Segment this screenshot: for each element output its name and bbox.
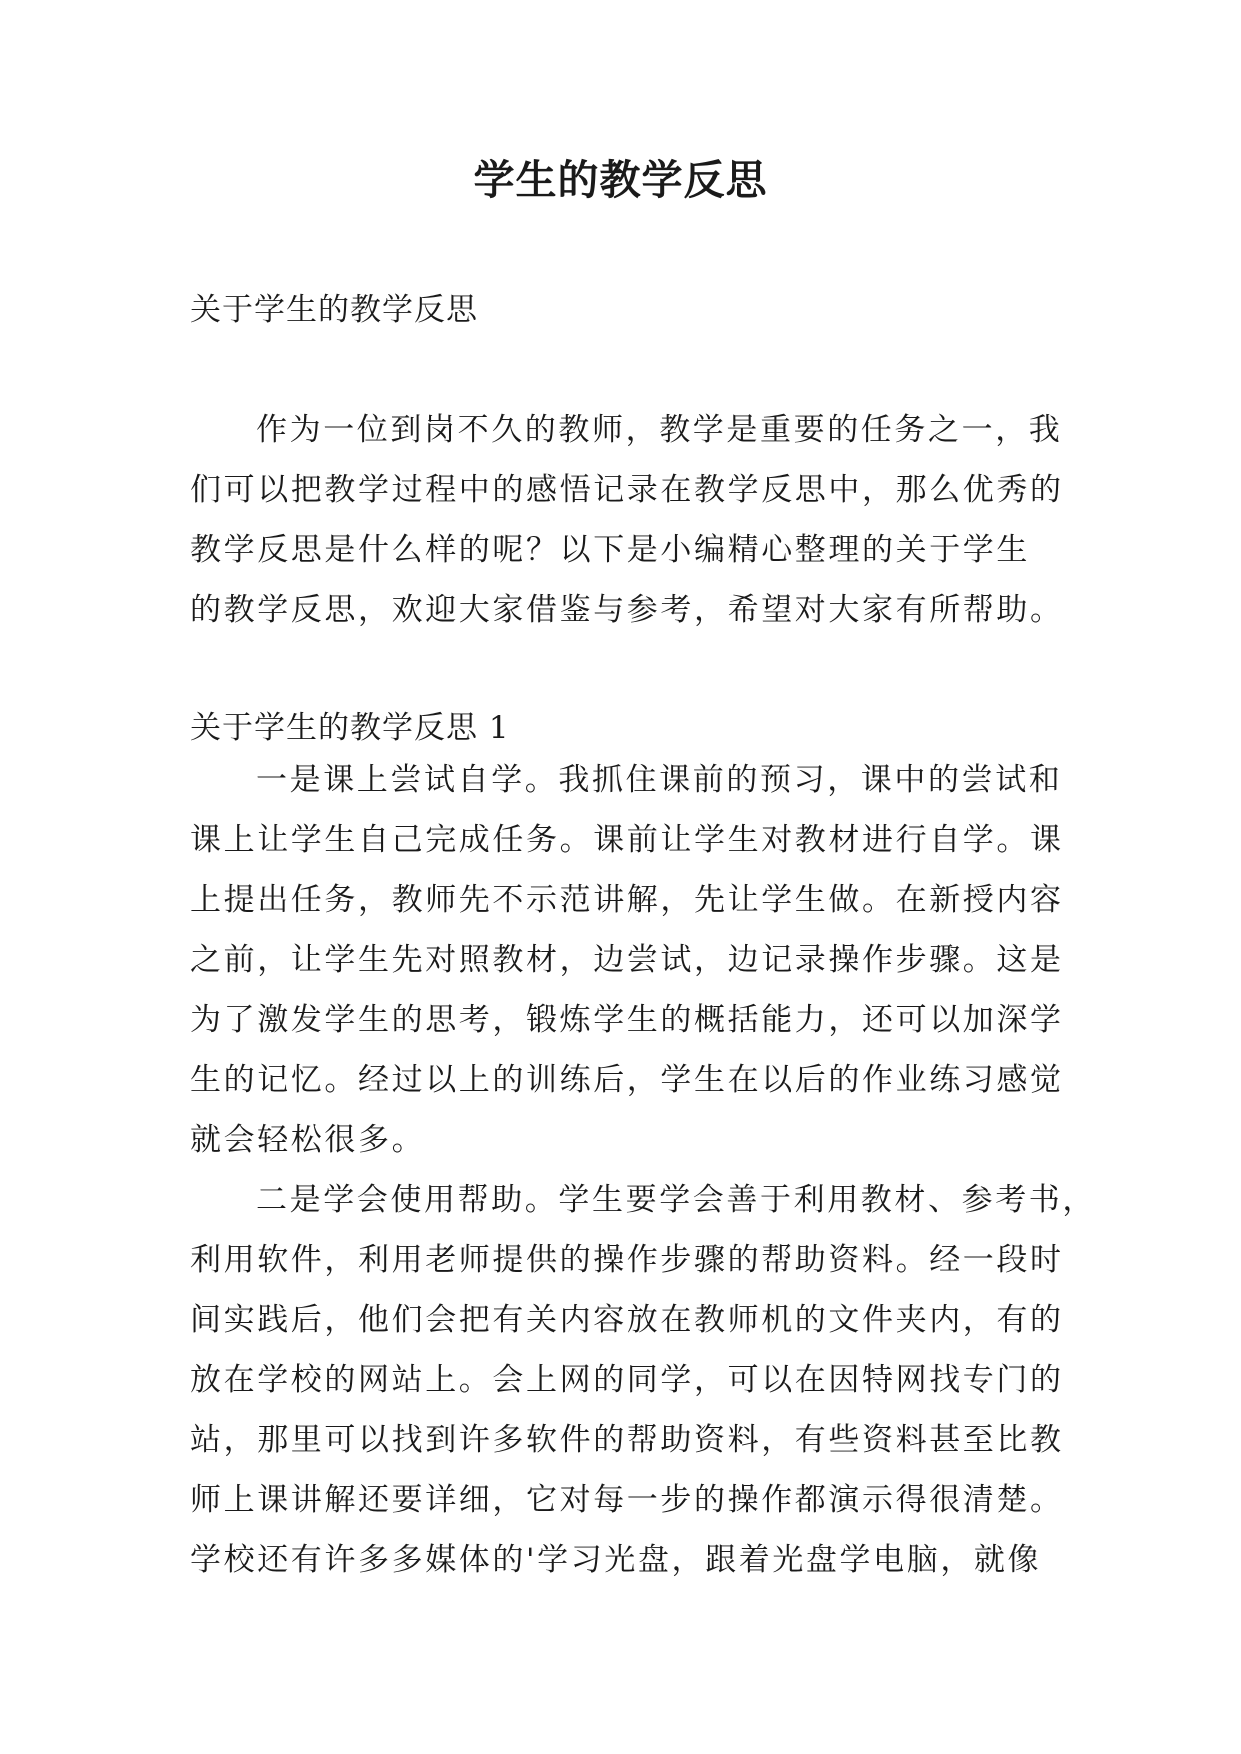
paragraph-line: 师上课讲解还要详细，它对每一步的操作都演示得很清楚。 xyxy=(190,1482,1064,1518)
paragraph-line: 利用软件，利用老师提供的操作步骤的帮助资料。经一段时 xyxy=(190,1242,1064,1278)
section-heading: 关于学生的教学反思 1 xyxy=(190,710,510,746)
intro-line: 作为一位到岗不久的教师，教学是重要的任务之一，我 xyxy=(256,412,1063,448)
paragraph-line: 学校还有许多多媒体的'学习光盘，跟着光盘学电脑，就像 xyxy=(190,1542,1042,1578)
intro-line: 教学反思是什么样的呢？以下是小编精心整理的关于学生 xyxy=(190,532,1030,568)
intro-line: 们可以把教学过程中的感悟记录在教学反思中，那么优秀的 xyxy=(190,472,1064,508)
paragraph-one xyxy=(190,750,1070,1170)
paragraph-line: 站，那里可以找到许多软件的帮助资料，有些资料甚至比教 xyxy=(190,1422,1064,1458)
paragraph-line: 上提出任务，教师先不示范讲解，先让学生做。在新授内容 xyxy=(190,882,1064,918)
paragraph-line: 间实践后，他们会把有关内容放在教师机的文件夹内，有的 xyxy=(190,1302,1064,1338)
paragraph-line: 一是课上尝试自学。我抓住课前的预习，课中的尝试和 xyxy=(256,762,1063,798)
intro-paragraph xyxy=(190,400,1070,640)
paragraph-line: 放在学校的网站上。会上网的同学，可以在因特网找专门的 xyxy=(190,1362,1064,1398)
paragraph-line: 二是学会使用帮助。学生要学会善于利用教材、参考书， xyxy=(256,1182,1096,1218)
paragraph-line: 课上让学生自己完成任务。课前让学生对教材进行自学。课 xyxy=(190,822,1064,858)
paragraph-line: 为了激发学生的思考，锻炼学生的概括能力，还可以加深学 xyxy=(190,1002,1064,1038)
intro-line: 的教学反思，欢迎大家借鉴与参考，希望对大家有所帮助。 xyxy=(190,592,1064,628)
paragraph-line: 生的记忆。经过以上的训练后，学生在以后的作业练习感觉 xyxy=(190,1062,1064,1098)
paragraph-line: 之前，让学生先对照教材，边尝试，边记录操作步骤。这是 xyxy=(190,942,1064,978)
document-title: 学生的教学反思 xyxy=(473,156,768,204)
paragraph-two xyxy=(190,1170,1096,1590)
document-subtitle: 关于学生的教学反思 xyxy=(190,292,478,328)
paragraph-line: 就会轻松很多。 xyxy=(190,1122,426,1158)
